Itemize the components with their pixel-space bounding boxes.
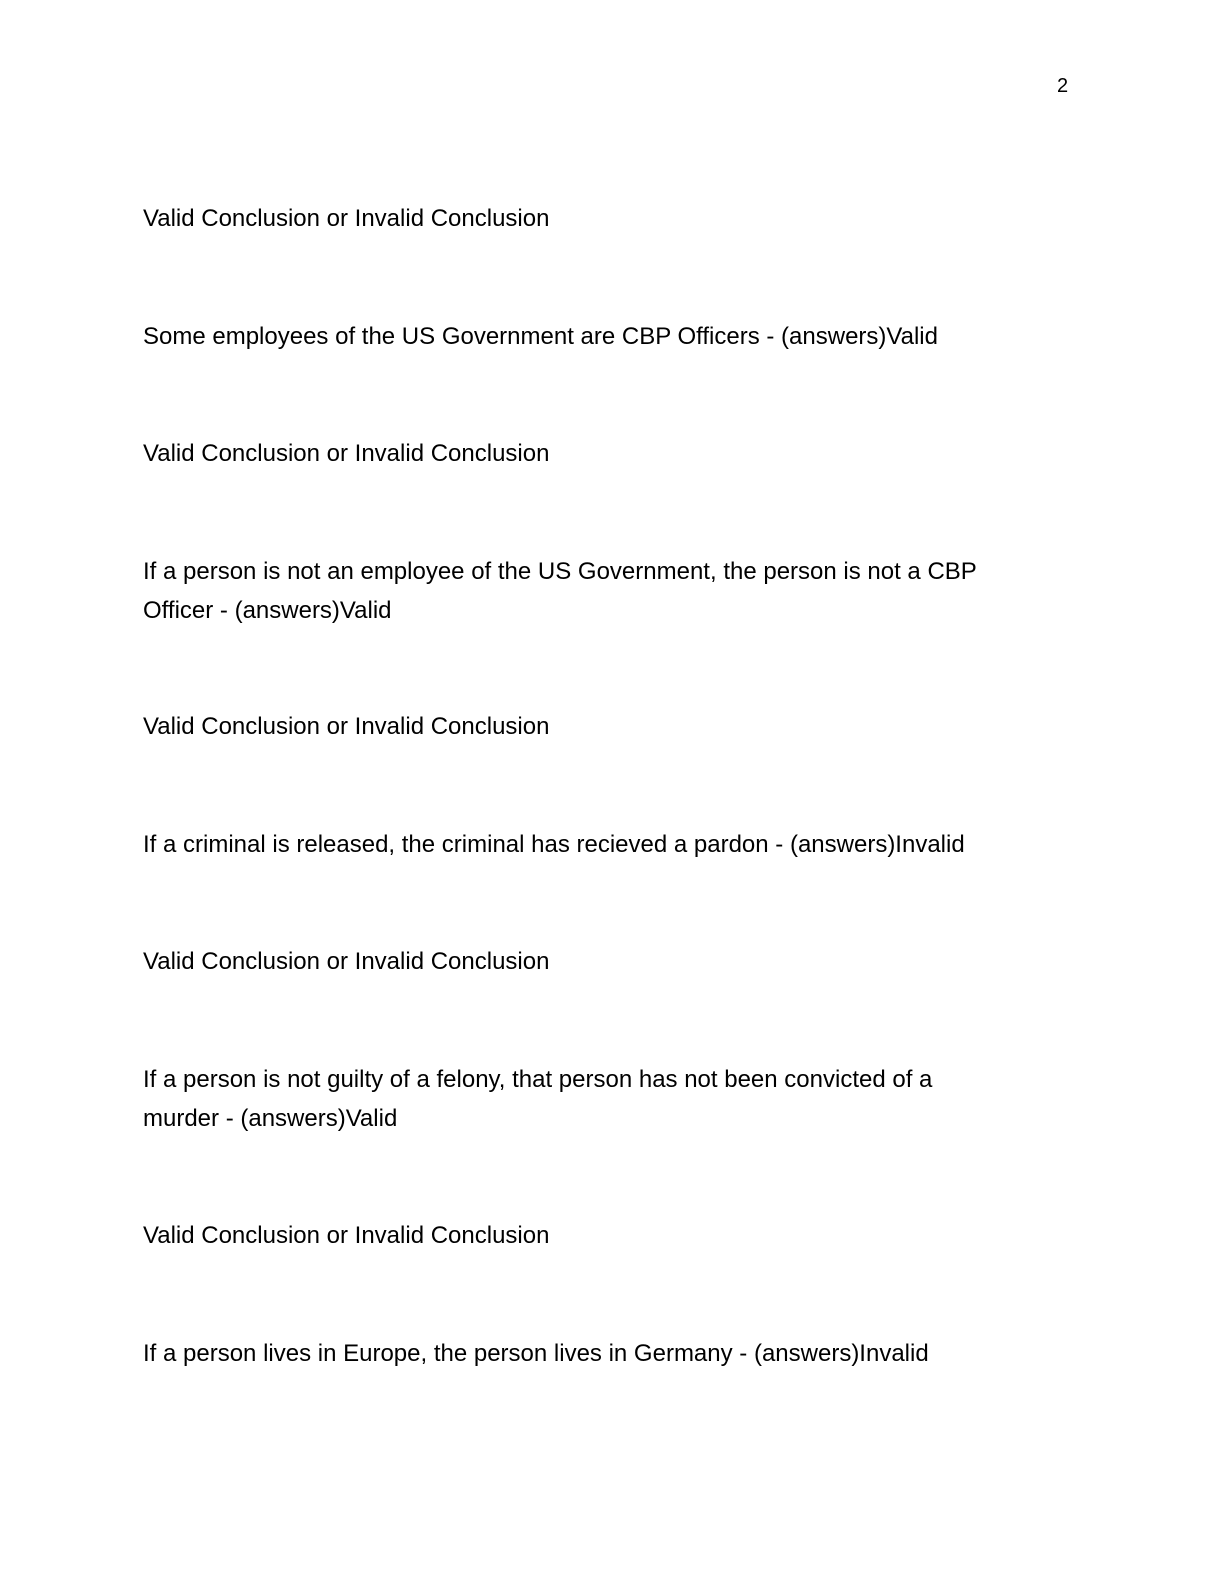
question-prompt: Valid Conclusion or Invalid Conclusion [143,713,550,740]
answer-statement-line: If a person is not guilty of a felony, that person has not been convicted of a [143,1066,933,1093]
answer-statement-line: If a person is not an employee of the US Government, the person is not a CBP [143,558,977,585]
answer-statement: Some employees of the US Government are CBP Officers - (answers)Valid [143,323,938,350]
question-prompt: Valid Conclusion or Invalid Conclusion [143,440,550,467]
answer-statement [143,553,1043,630]
answer-statement [143,1061,1043,1138]
page-number: 2 [1057,75,1069,97]
answer-statement: If a person lives in Europe, the person lives in Germany - (answers)Invalid [143,1340,929,1367]
answer-statement: If a criminal is released, the criminal has recieved a pardon - (answers)Invalid [143,831,965,858]
question-prompt: Valid Conclusion or Invalid Conclusion [143,948,550,975]
answer-statement-line: murder - (answers)Valid [143,1104,398,1132]
question-prompt: Valid Conclusion or Invalid Conclusion [143,205,550,232]
question-prompt: Valid Conclusion or Invalid Conclusion [143,1222,550,1249]
answer-statement-line: Officer - (answers)Valid [143,596,392,624]
